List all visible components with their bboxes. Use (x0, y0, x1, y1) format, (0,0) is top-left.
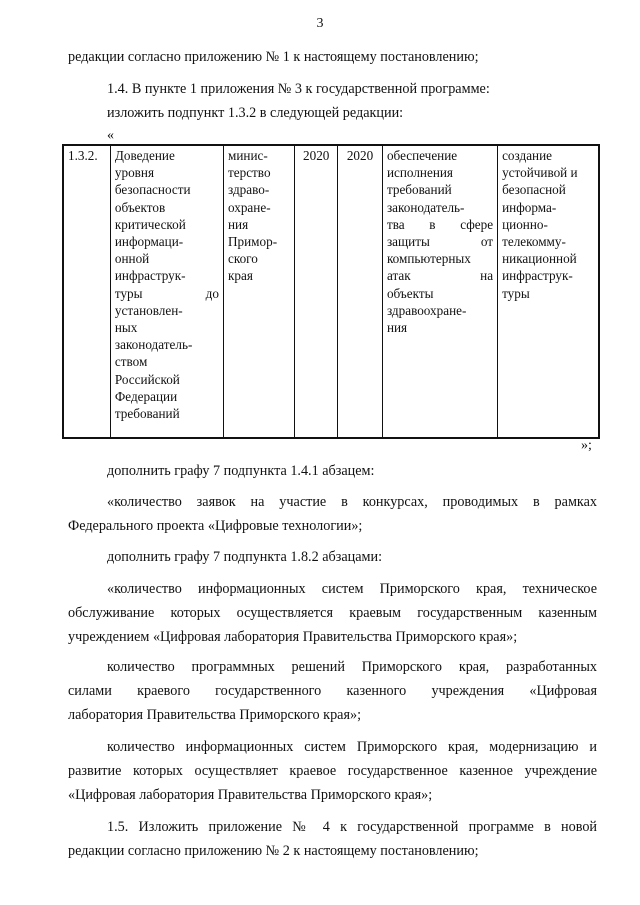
cell-line: атак на (386, 268, 494, 284)
para-7-line-1: 1.5. Изложить приложение № 4 к государственной программе в новой (107, 819, 597, 835)
cell-line: Российской (114, 371, 180, 387)
para-7-line-2: редакции согласно приложению № 2 к настоящему постановлению; (68, 843, 479, 859)
cell-line: Доведение (114, 148, 175, 163)
para-5-line-1: количество программных решений Приморского края, разработанных (107, 659, 597, 675)
cell-line: создание (502, 148, 553, 163)
cell-line: ния (227, 216, 249, 232)
cell-line: инфраструк- (114, 268, 186, 284)
cell-line: инфраструк- (502, 268, 573, 284)
cell-line: ных (114, 320, 138, 336)
cell-line: законодатель- (386, 199, 465, 215)
cell-line: туры (502, 285, 530, 301)
cell-line: онной (114, 251, 150, 267)
cell-line: ционно- (502, 216, 548, 232)
para-4-line-2: обслуживание которых осуществляется краевым государственным казенным (68, 605, 597, 621)
cell-year-end: 2020 (338, 145, 383, 438)
table-row (63, 145, 599, 438)
para-1: дополнить графу 7 подпункта 1.4.1 абзацем: (107, 463, 375, 479)
cell-line: обеспечение (386, 148, 458, 163)
cell-line: защиты от (386, 234, 494, 250)
page-number: 3 (316, 16, 324, 31)
cell-line: Федерации (114, 388, 178, 404)
cell-line: критической (114, 216, 186, 232)
para-5-line-3: лаборатория Правительства Приморского края»; (68, 707, 362, 723)
cell-line: ством (114, 354, 148, 370)
cell-line: ского (227, 251, 258, 267)
cell-line: туры до (114, 285, 219, 301)
cell-line: ния (386, 320, 408, 336)
cell-line: требований (386, 182, 452, 198)
cell-line: телекомму- (502, 234, 566, 250)
cell-line: устойчивой и (502, 165, 578, 181)
para-3: дополнить графу 7 подпункта 1.8.2 абзацами: (107, 549, 383, 565)
cell-line: объектов (114, 199, 166, 215)
cell-line: охране- (227, 199, 271, 215)
cell-number: 1.3.2. (63, 145, 110, 438)
cell-year-start: 2020 (295, 145, 338, 438)
cell-line: компьютерных (386, 251, 471, 267)
cell-name (110, 145, 223, 438)
cell-line: информаци- (114, 234, 184, 250)
cell-line: минис- (227, 148, 268, 163)
quote-open: « (107, 128, 114, 143)
para-2-line-2: Федерального проекта «Цифровые технологии»; (68, 518, 363, 534)
cell-line: Примор- (227, 234, 278, 250)
intro-line-1: редакции согласно приложению № 1 к настоящему постановлению; (68, 49, 479, 65)
cell-line: безопасности (114, 182, 191, 198)
para-5-line-2: силами краевого государственного казенного учреждения «Цифровая (68, 683, 597, 699)
cell-result (382, 145, 497, 438)
cell-line: здравоохране- (386, 302, 467, 318)
para-2-line-1: «количество заявок на участие в конкурсах, проводимых в рамках (107, 494, 597, 510)
cell-line: терство (227, 165, 271, 181)
cell-line: тва в сфере (386, 216, 494, 232)
quote-close: »; (581, 438, 592, 453)
intro-line-3: изложить подпункт 1.3.2 в следующей редакции: (107, 105, 404, 121)
cell-link (498, 145, 599, 438)
cell-executor (223, 145, 294, 438)
cell-line: безопасной (502, 182, 566, 198)
cell-line: информа- (502, 199, 557, 215)
cell-line: объекты (386, 285, 434, 301)
program-table (62, 144, 600, 439)
cell-line: никационной (502, 251, 577, 267)
cell-line: уровня (114, 165, 155, 181)
cell-line: здраво- (227, 182, 270, 198)
cell-line: законодатель- (114, 337, 193, 353)
cell-line: края (227, 268, 253, 284)
cell-line: требований (114, 406, 180, 422)
cell-line: установлен- (114, 302, 183, 318)
para-6-line-3: «Цифровая лаборатория Правительства Приморского края»; (68, 787, 433, 803)
para-6-line-1: количество информационных систем Приморского края, модернизацию и (107, 739, 597, 755)
cell-line: исполнения (386, 165, 453, 181)
para-4-line-3: учреждением «Цифровая лаборатория Правительства Приморского края»; (68, 629, 518, 645)
para-4-line-1: «количество информационных систем Приморского края, техническое (107, 581, 597, 597)
intro-line-2: 1.4. В пункте 1 приложения № 3 к государственной программе: (107, 81, 490, 97)
para-6-line-2: развитие которых осуществляет краевое государственное казенное учреждение (68, 763, 597, 779)
